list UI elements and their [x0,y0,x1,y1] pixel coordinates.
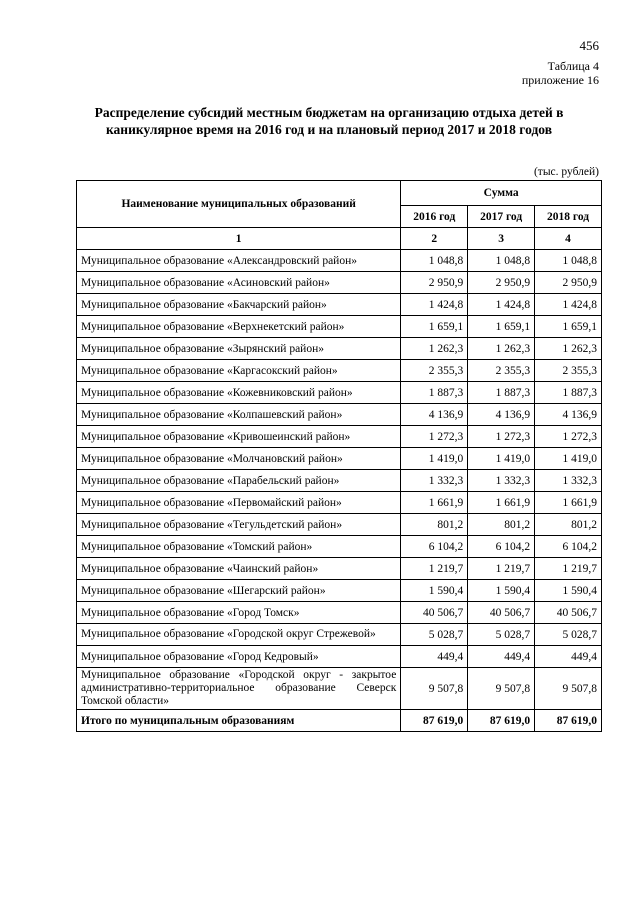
value-2016: 1 659,1 [401,316,468,338]
municipality-name: Муниципальное образование «Каргасокский район» [77,360,401,382]
table-row [77,624,602,646]
table-row [77,602,602,624]
value-2016: 5 028,7 [401,624,468,646]
value-2018: 1 272,3 [535,426,602,448]
table-reference-line1: Таблица 4 [547,59,599,73]
table-row [77,404,602,426]
table-row [77,470,602,492]
col-number-1: 1 [77,228,401,250]
table-row [77,294,602,316]
value-2017: 2 950,9 [468,272,535,294]
col-number-4: 4 [535,228,602,250]
table-row [77,338,602,360]
municipality-name: Муниципальное образование «Город Кедровый» [77,646,401,668]
value-2016: 1 424,8 [401,294,468,316]
value-2016: 40 506,7 [401,602,468,624]
value-2017: 1 419,0 [468,448,535,470]
value-2016: 9 507,8 [401,668,468,710]
municipality-name: Муниципальное образование «Асиновский район» [77,272,401,294]
table-row [77,360,602,382]
municipality-name: Муниципальное образование «Кривошеинский район» [77,426,401,448]
municipality-name: Муниципальное образование «Город Томск» [77,602,401,624]
total-2018: 87 619,0 [535,710,602,732]
title-line2: каникулярное время на 2016 год и на плановый период 2017 и 2018 годов [105,122,552,137]
value-2018: 1 219,7 [535,558,602,580]
value-2017: 1 332,3 [468,470,535,492]
value-2016: 449,4 [401,646,468,668]
value-2016: 1 262,3 [401,338,468,360]
col-number-3: 3 [468,228,535,250]
total-2017: 87 619,0 [468,710,535,732]
municipality-name: Муниципальное образование «Шегарский район» [77,580,401,602]
header-year-2017: 2017 год [468,206,535,228]
table-row [77,580,602,602]
value-2017: 801,2 [468,514,535,536]
value-2016: 1 048,8 [401,250,468,272]
value-2016: 4 136,9 [401,404,468,426]
value-2017: 449,4 [468,646,535,668]
value-2017: 6 104,2 [468,536,535,558]
table-row [77,536,602,558]
value-2018: 40 506,7 [535,602,602,624]
header-name: Наименование муниципальных образований [77,181,401,228]
municipality-name: Муниципальное образование «Александровский район» [77,250,401,272]
value-2017: 1 424,8 [468,294,535,316]
municipality-name: Муниципальное образование «Колпашевский район» [77,404,401,426]
value-2018: 4 136,9 [535,404,602,426]
value-2016: 6 104,2 [401,536,468,558]
table-reference-line2: приложение 16 [521,73,599,87]
total-row [77,710,602,732]
value-2018: 1 332,3 [535,470,602,492]
document-title [70,104,588,138]
value-2016: 1 887,3 [401,382,468,404]
value-2016: 1 272,3 [401,426,468,448]
municipality-name: Муниципальное образование «Верхнекетский район» [77,316,401,338]
table-row [77,250,602,272]
municipality-name: Муниципальное образование «Чаинский район» [77,558,401,580]
value-2018: 449,4 [535,646,602,668]
value-2017: 1 887,3 [468,382,535,404]
value-2018: 1 590,4 [535,580,602,602]
table-row [77,316,602,338]
value-2018: 2 355,3 [535,360,602,382]
value-2017: 5 028,7 [468,624,535,646]
municipality-name: Муниципальное образование «Первомайский район» [77,492,401,514]
municipality-name: Муниципальное образование «Бакчарский район» [77,294,401,316]
value-2016: 1 661,9 [401,492,468,514]
table-reference [522,59,599,87]
total-label: Итого по муниципальным образованиям [77,710,401,732]
value-2017: 40 506,7 [468,602,535,624]
units-note: (тыс. рублей) [533,166,599,178]
table-row [77,514,602,536]
value-2016: 2 355,3 [401,360,468,382]
value-2018: 1 262,3 [535,338,602,360]
value-2018: 9 507,8 [535,668,602,710]
municipality-name: Муниципальное образование «Городской округ - закрытое административно-территориальное образование Северск Томской области» [77,668,401,710]
value-2017: 9 507,8 [468,668,535,710]
page-number: 456 [579,38,599,53]
value-2018: 5 028,7 [535,624,602,646]
value-2018: 1 424,8 [535,294,602,316]
value-2017: 1 272,3 [468,426,535,448]
value-2017: 1 219,7 [468,558,535,580]
value-2016: 1 419,0 [401,448,468,470]
municipality-name: Муниципальное образование «Молчановский район» [77,448,401,470]
value-2016: 2 950,9 [401,272,468,294]
value-2018: 1 887,3 [535,382,602,404]
value-2017: 1 048,8 [468,250,535,272]
header-year-2018: 2018 год [535,206,602,228]
municipality-name: Муниципальное образование «Тегульдетский район» [77,514,401,536]
value-2018: 2 950,9 [535,272,602,294]
table-row [77,448,602,470]
table-row [77,272,602,294]
municipality-name: Муниципальное образование «Томский район» [77,536,401,558]
municipality-name: Муниципальное образование «Зырянский район» [77,338,401,360]
value-2018: 6 104,2 [535,536,602,558]
municipality-name: Муниципальное образование «Городской округ Стрежевой» [77,624,401,646]
value-2017: 2 355,3 [468,360,535,382]
value-2017: 1 661,9 [468,492,535,514]
total-2016: 87 619,0 [401,710,468,732]
value-2017: 4 136,9 [468,404,535,426]
table-row [77,668,602,710]
header-sum: Сумма [401,181,602,206]
subsidy-table [76,180,602,732]
value-2018: 1 419,0 [535,448,602,470]
header-year-2016: 2016 год [401,206,468,228]
table-row [77,382,602,404]
value-2017: 1 262,3 [468,338,535,360]
title-line1: Распределение субсидий местным бюджетам на организацию отдыха детей в [94,105,564,120]
col-number-2: 2 [401,228,468,250]
table-row [77,426,602,448]
value-2016: 1 332,3 [401,470,468,492]
municipality-name: Муниципальное образование «Кожевниковский район» [77,382,401,404]
value-2016: 1 590,4 [401,580,468,602]
value-2017: 1 590,4 [468,580,535,602]
value-2018: 1 659,1 [535,316,602,338]
value-2016: 1 219,7 [401,558,468,580]
value-2018: 801,2 [535,514,602,536]
table-row [77,492,602,514]
value-2018: 1 048,8 [535,250,602,272]
municipality-name: Муниципальное образование «Парабельский район» [77,470,401,492]
value-2017: 1 659,1 [468,316,535,338]
table-row [77,558,602,580]
value-2016: 801,2 [401,514,468,536]
value-2018: 1 661,9 [535,492,602,514]
table-row [77,646,602,668]
